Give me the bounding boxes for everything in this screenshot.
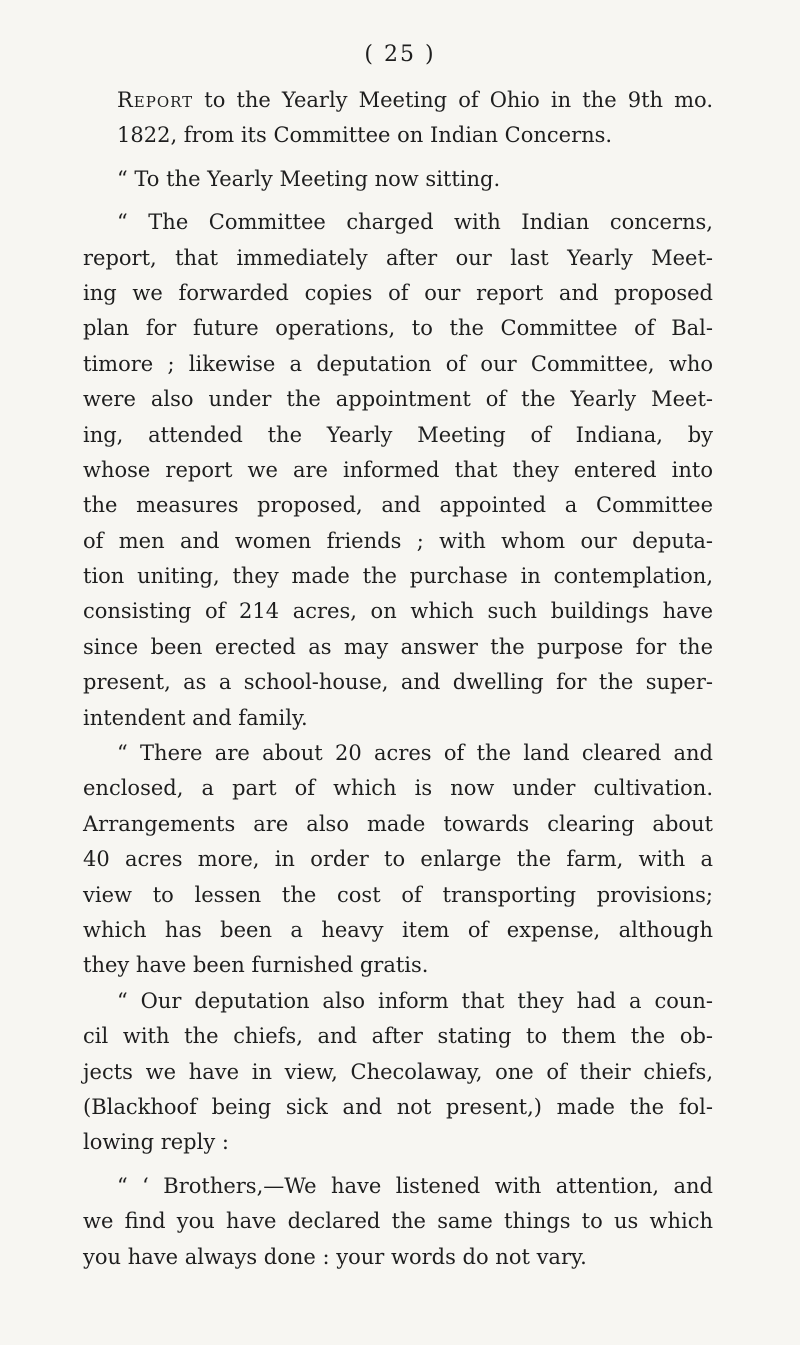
- heading-line-1-rest: to the Yearly Meeting of Ohio in the 9th mo.: [193, 88, 713, 112]
- page-content: [83, 83, 713, 1275]
- text-line: which has been a heavy item of expense, although: [83, 917, 713, 942]
- text-line: cil with the chiefs, and after stating to them the ob-: [83, 1024, 713, 1049]
- page-number: ( 25 ): [364, 42, 436, 67]
- text-line: lowing reply :: [83, 1130, 229, 1155]
- text-line: “ ‘ Brothers,—We have listened with attention, and: [117, 1173, 713, 1198]
- address-line: “ To the Yearly Meeting now sitting.: [117, 166, 501, 191]
- text-line: (Blackhoof being sick and not present,) made the fol-: [83, 1094, 713, 1119]
- heading-line-1: [83, 83, 713, 118]
- text-line: timore ; likewise a deputation of our Committee, who: [83, 351, 713, 376]
- text-line: you have always done : your words do not vary.: [83, 1244, 587, 1269]
- text-line: since been erected as may answer the purpose for the: [83, 634, 713, 659]
- text-line: ing we forwarded copies of our report and proposed: [83, 280, 713, 305]
- text-line: jects we have in view, Checolaway, one of their chiefs,: [83, 1059, 713, 1084]
- text-line: “ The Committee charged with Indian concerns,: [117, 210, 713, 235]
- text-line: enclosed, a part of which is now under cultivation.: [83, 776, 713, 801]
- text-line: they have been furnished gratis.: [83, 953, 429, 978]
- paragraph-1: [83, 205, 713, 736]
- report-heading: [83, 83, 713, 154]
- text-line: Arrangements are also made towards clearing about: [83, 811, 713, 836]
- text-line: view to lessen the cost of transporting provisions;: [83, 882, 713, 907]
- text-line: plan for future operations, to the Committee of Bal-: [83, 316, 713, 341]
- text-line: we find you have declared the same things to us which: [83, 1209, 713, 1234]
- text-line: were also under the appointment of the Yearly Meet-: [83, 387, 713, 412]
- paragraph-2: [83, 736, 713, 984]
- text-line: “ Our deputation also inform that they had a coun-: [117, 988, 713, 1013]
- text-line: tion uniting, they made the purchase in contemplation,: [83, 564, 713, 589]
- heading-line-2: 1822, from its Committee on Indian Concerns.: [117, 123, 613, 148]
- text-line: report, that immediately after our last Yearly Meet-: [83, 245, 713, 270]
- paragraph-3: [83, 984, 713, 1161]
- text-line: intendent and family.: [83, 705, 308, 730]
- paragraph-4: [83, 1169, 713, 1275]
- text-line: “ There are about 20 acres of the land cleared and: [117, 741, 713, 766]
- text-line: whose report we are informed that they entered into: [83, 457, 713, 482]
- report-word: Report: [117, 88, 194, 112]
- text-line: of men and women friends ; with whom our deputa-: [83, 528, 713, 553]
- text-line: the measures proposed, and appointed a Committee: [83, 493, 713, 518]
- text-line: 40 acres more, in order to enlarge the farm, with a: [83, 847, 713, 872]
- text-line: consisting of 214 acres, on which such buildings have: [83, 599, 713, 624]
- text-line: ing, attended the Yearly Meeting of Indiana, by: [83, 422, 713, 447]
- text-line: present, as a school-house, and dwelling for the super-: [83, 670, 713, 695]
